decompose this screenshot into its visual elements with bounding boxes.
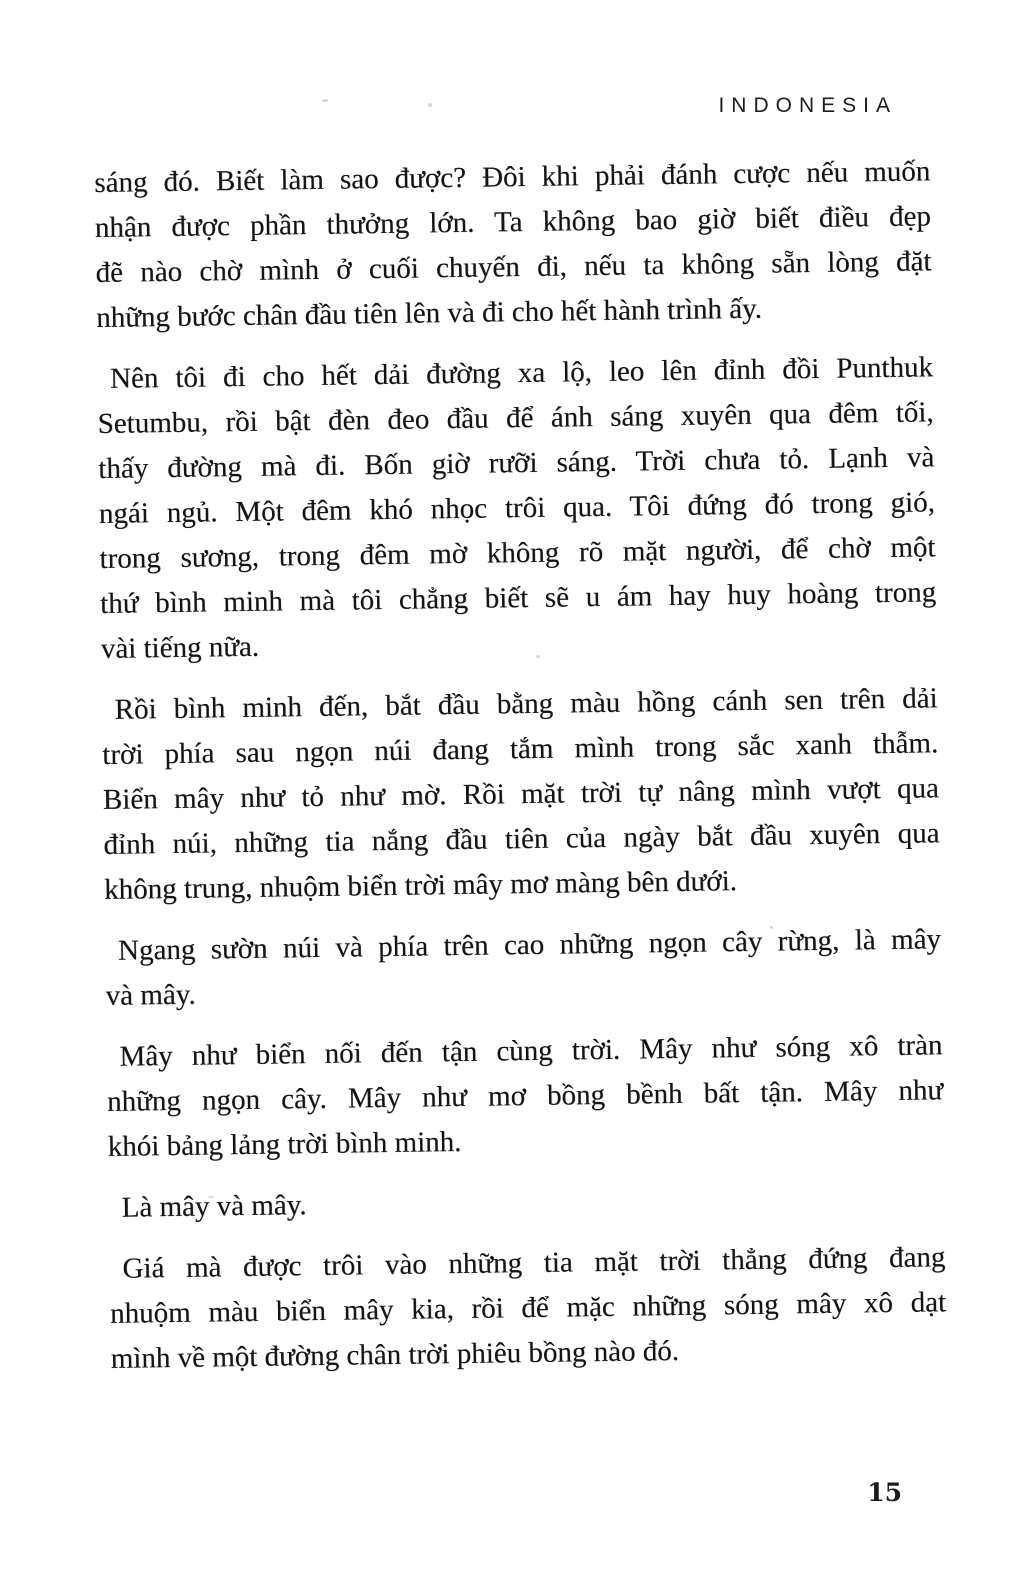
text-line: Ngang sườn núi và phía trên cao những ngọn cây rừng, là mây xyxy=(117,923,942,967)
text-line: Rồi bình minh đến, bắt đầu bằng màu hồng cánh sen trên dải xyxy=(114,682,938,726)
paragraph xyxy=(108,1174,945,1231)
text-line: Nên tôi đi cho hết dải đường xa lộ, leo lên đỉnh đồi Punthuk xyxy=(109,351,934,395)
paragraph xyxy=(105,917,942,1019)
text-line: thấy đường mà đi. Bốn giờ rưỡi sáng. Trời chưa tỏ. Lạnh và xyxy=(98,441,935,485)
text-line: đẽ nào chờ mình ở cuối chuyến đi, nếu ta không sẵn lòng đặt xyxy=(95,245,932,289)
paragraph xyxy=(97,345,937,672)
text-line: Giá mà được trôi vào những tia mặt trời thẳng đứng đang xyxy=(122,1241,946,1285)
text-line: sáng đó. Biết làm sao được? Đôi khi phải đánh cược nếu muốn xyxy=(94,155,931,199)
text-line: vài tiếng nữa. xyxy=(100,630,260,665)
text-line: thứ bình minh mà tôi chẳng biết sẽ u ám hay huy hoàng trong xyxy=(99,576,937,620)
text-line: Biển mây như tỏ như mờ. Rồi mặt trời tự nâng mình vượt qua xyxy=(102,772,940,816)
text-line: trong sương, trong đêm mờ không rõ mặt người, để chờ một xyxy=(99,531,936,575)
paragraph xyxy=(109,1235,947,1382)
scan-speck xyxy=(322,99,328,102)
text-line: những bước chân đầu tiên lên và đi cho hết hành trình ấy. xyxy=(95,292,763,334)
running-header: INDONESIA xyxy=(718,94,897,117)
paragraph xyxy=(101,676,940,913)
text-line: ngái ngủ. Một đêm khó nhọc trôi qua. Tôi đứng đó trong gió, xyxy=(98,486,936,530)
text-line: không trung, nhuộm biển trời mây mơ màng bên dưới. xyxy=(103,865,738,906)
text-line: trời phía sau ngọn núi đang tắm mình trong sắc xanh thẫm. xyxy=(102,727,939,771)
text-line: Mây như biển nối đến tận cùng trời. Mây như sóng xô tràn xyxy=(119,1029,943,1073)
text-line: Là mây và mây. xyxy=(121,1189,307,1224)
paragraph xyxy=(106,1023,944,1170)
page-body xyxy=(94,149,947,1382)
paragraph xyxy=(94,149,932,341)
text-line: và mây. xyxy=(105,978,196,1012)
text-line: nhuộm màu biển mây kia, rồi để mặc những sóng mây xô dạt xyxy=(109,1286,947,1330)
text-line: nhận được phần thưởng lớn. Ta không bao giờ biết điều đẹp xyxy=(94,200,932,244)
text-line: những ngọn cây. Mây như mơ bồng bềnh bất tận. Mây như xyxy=(106,1074,944,1118)
text-line: khói bảng lảng trời bình minh. xyxy=(107,1125,462,1163)
text-line: đỉnh núi, những tia nắng đầu tiên của ngày bắt đầu xuyên qua xyxy=(103,817,940,861)
text-line: mình về một đường chân trời phiêu bồng nào đó. xyxy=(110,1334,680,1375)
page-number: 15 xyxy=(867,1478,902,1507)
scan-speck xyxy=(428,103,432,107)
text-line: Setumbu, rồi bật đèn đeo đầu để ánh sáng xuyên qua đêm tối, xyxy=(97,396,934,440)
